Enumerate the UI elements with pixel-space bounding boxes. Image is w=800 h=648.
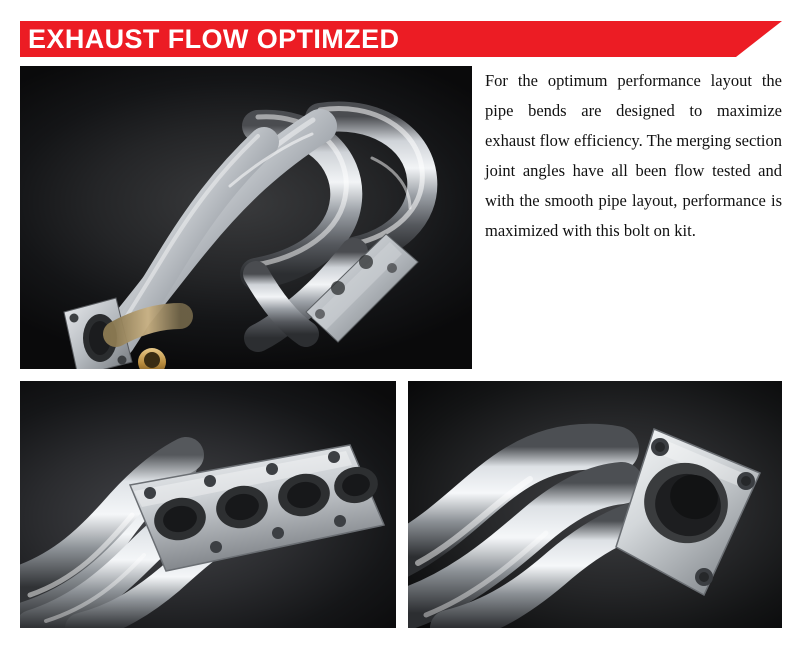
- description-paragraph: For the optimum performance layout the pipe bends are designed to maximize exhaust flow efficiency. The merging section joint angles have all been flow tested and with the smooth pipe layout, performance is maximized with this bolt on kit.: [485, 71, 782, 240]
- collector-flange-illustration: [408, 381, 782, 628]
- description-text: [485, 66, 782, 246]
- section-banner: [20, 20, 782, 57]
- header-illustration: [20, 66, 472, 369]
- manifold-flange-photo: [20, 381, 396, 628]
- manifold-flange-illustration: [20, 381, 396, 628]
- banner-taper-decoration: [736, 21, 782, 57]
- collector-flange-photo: [408, 381, 782, 628]
- main-header-photo: [20, 66, 472, 369]
- page-title: EXHAUST FLOW OPTIMZED: [28, 24, 400, 54]
